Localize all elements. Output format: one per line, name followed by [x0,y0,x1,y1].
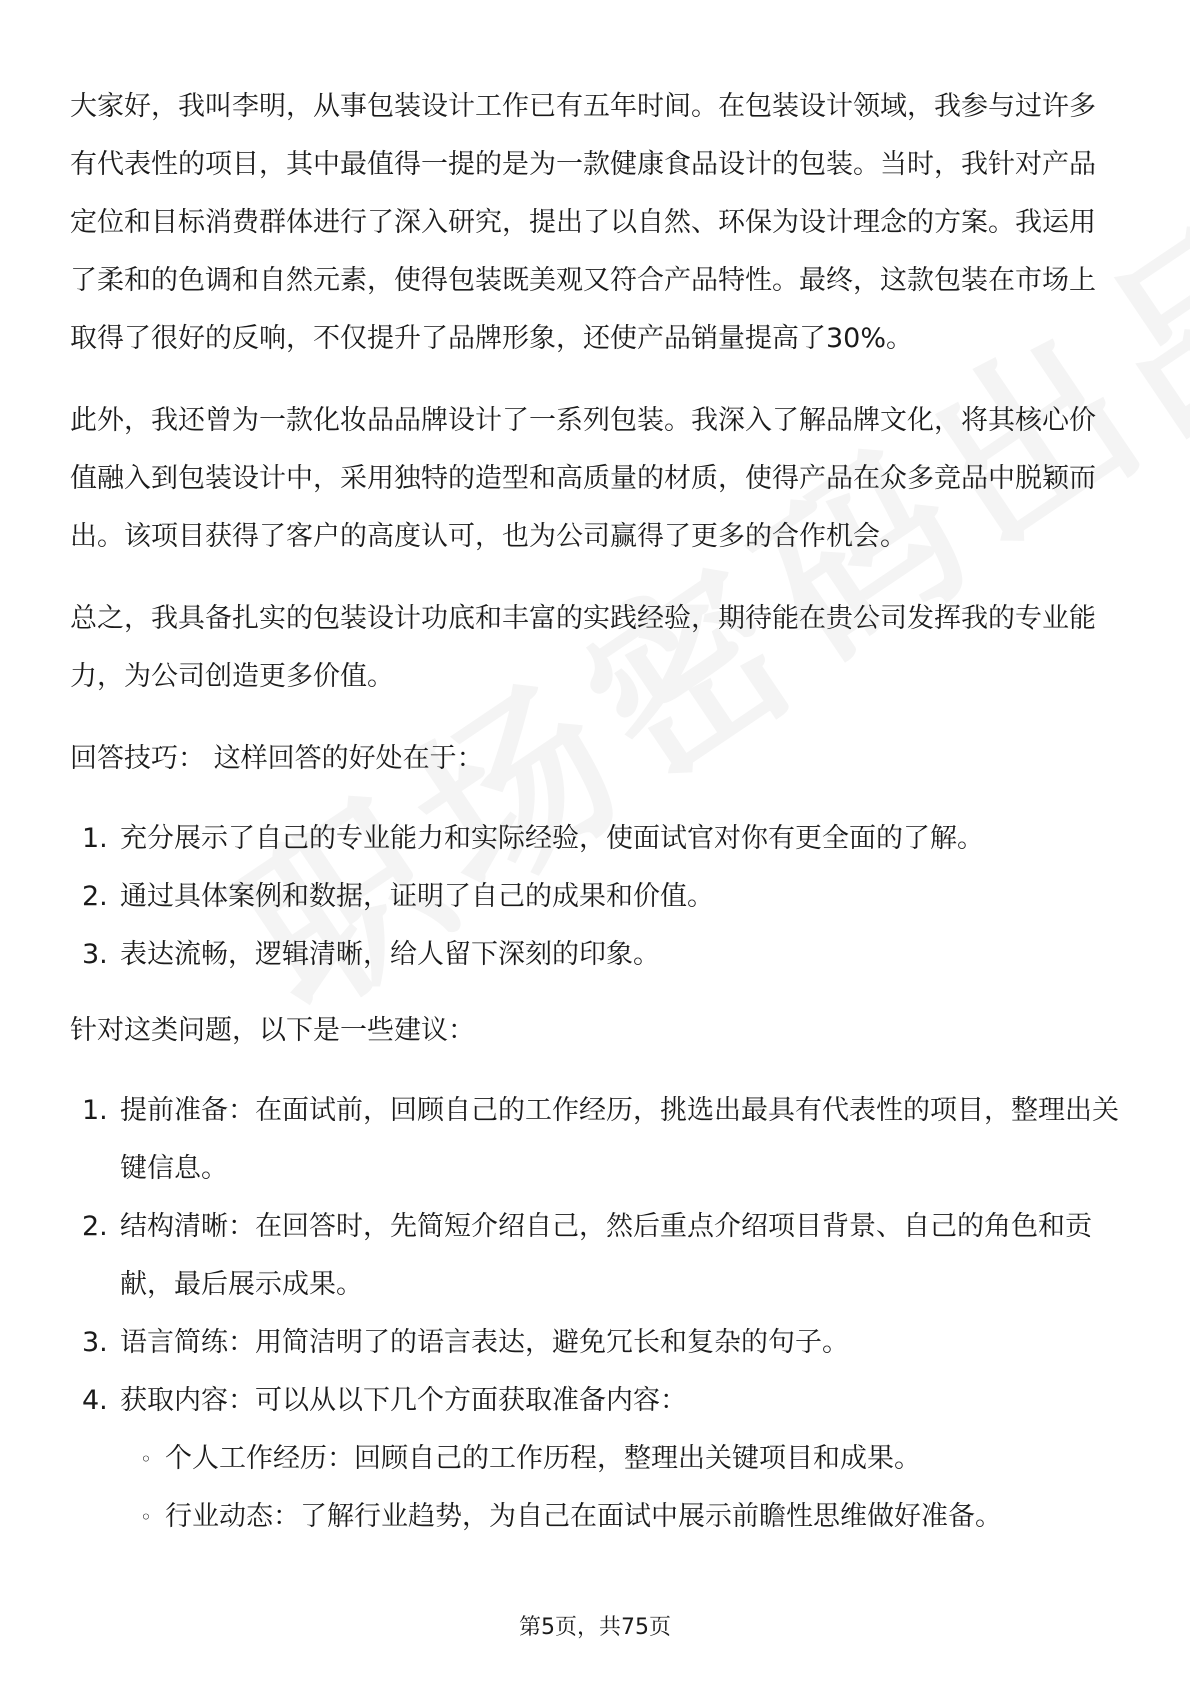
list-number: 2. [82,881,108,912]
tips-heading: 回答技巧： 这样回答的好处在于： [70,743,484,774]
list-item-text: 获取内容：可以从以下几个方面获取准备内容： [120,1385,687,1416]
list-item [70,810,1120,868]
sub-list [70,1430,1120,1546]
list-item [70,1082,1120,1198]
sub-list-item-text: 个人工作经历：回顾自己的工作历程，整理出关键项目和成果。 [165,1443,921,1474]
page-footer: 第5页，共75页 [519,1615,671,1640]
list-item-text: 表达流畅，逻辑清晰，给人留下深刻的印象。 [120,939,660,970]
list-number: 4. [82,1385,108,1416]
list-item [70,1198,1120,1314]
list-item [70,868,1120,926]
list-item-text: 提前准备：在面试前，回顾自己的工作经历，挑选出最具有代表性的项目，整理出关键信息。 [120,1095,1119,1184]
list-number: 3. [82,1327,108,1358]
paragraph-summary: 总之，我具备扎实的包装设计功底和丰富的实践经验，期待能在贵公司发挥我的专业能力，为公司创造更多价值。 [70,603,1096,692]
sub-list-item-text: 行业动态：了解行业趋势，为自己在面试中展示前瞻性思维做好准备。 [165,1501,1002,1532]
list-number: 3. [82,939,108,970]
list-item-text: 通过具体案例和数据，证明了自己的成果和价值。 [120,881,714,912]
list-item [70,1372,1120,1546]
sub-list-item [70,1430,1120,1488]
list-number: 1. [82,823,108,854]
paragraph-cosmetics: 此外，我还曾为一款化妆品品牌设计了一系列包装。我深入了解品牌文化，将其核心价值融入到包装设计中，采用独特的造型和高质量的材质，使得产品在众多竞品中脱颖而出。该项目获得了客户的高度认可，也为公司赢得了更多的合作机会。 [70,405,1096,552]
advice-heading: 针对这类问题，以下是一些建议： [70,1015,475,1046]
list-item-text: 语言简练：用简洁明了的语言表达，避免冗长和复杂的句子。 [120,1327,849,1358]
list-item-text: 结构清晰：在回答时，先简短介绍自己，然后重点介绍项目背景、自己的角色和贡献，最后展示成果。 [120,1211,1092,1300]
bullet-icon: ◦ [140,1505,152,1529]
advice-list [70,1082,1120,1546]
bullet-icon: ◦ [140,1447,152,1471]
paragraph-intro: 大家好，我叫李明，从事包装设计工作已有五年时间。在包装设计领域，我参与过许多有代表性的项目，其中最值得一提的是为一款健康食品设计的包装。当时，我针对产品定位和目标消费群体进行了深入研究，提出了以自然、环保为设计理念的方案。我运用了柔和的色调和自然元素，使得包装既美观又符合产品特性。最终，这款包装在市场上取得了很好的反响，不仅提升了品牌形象，还使产品销量提高了30%。 [70,91,1096,354]
list-number: 1. [82,1095,108,1126]
tips-list [70,810,1120,984]
list-item [70,1314,1120,1372]
list-item-text: 充分展示了自己的专业能力和实际经验，使面试官对你有更全面的了解。 [120,823,984,854]
list-number: 2. [82,1211,108,1242]
document-body [70,78,1120,1564]
sub-list-item [70,1488,1120,1546]
list-item [70,926,1120,984]
